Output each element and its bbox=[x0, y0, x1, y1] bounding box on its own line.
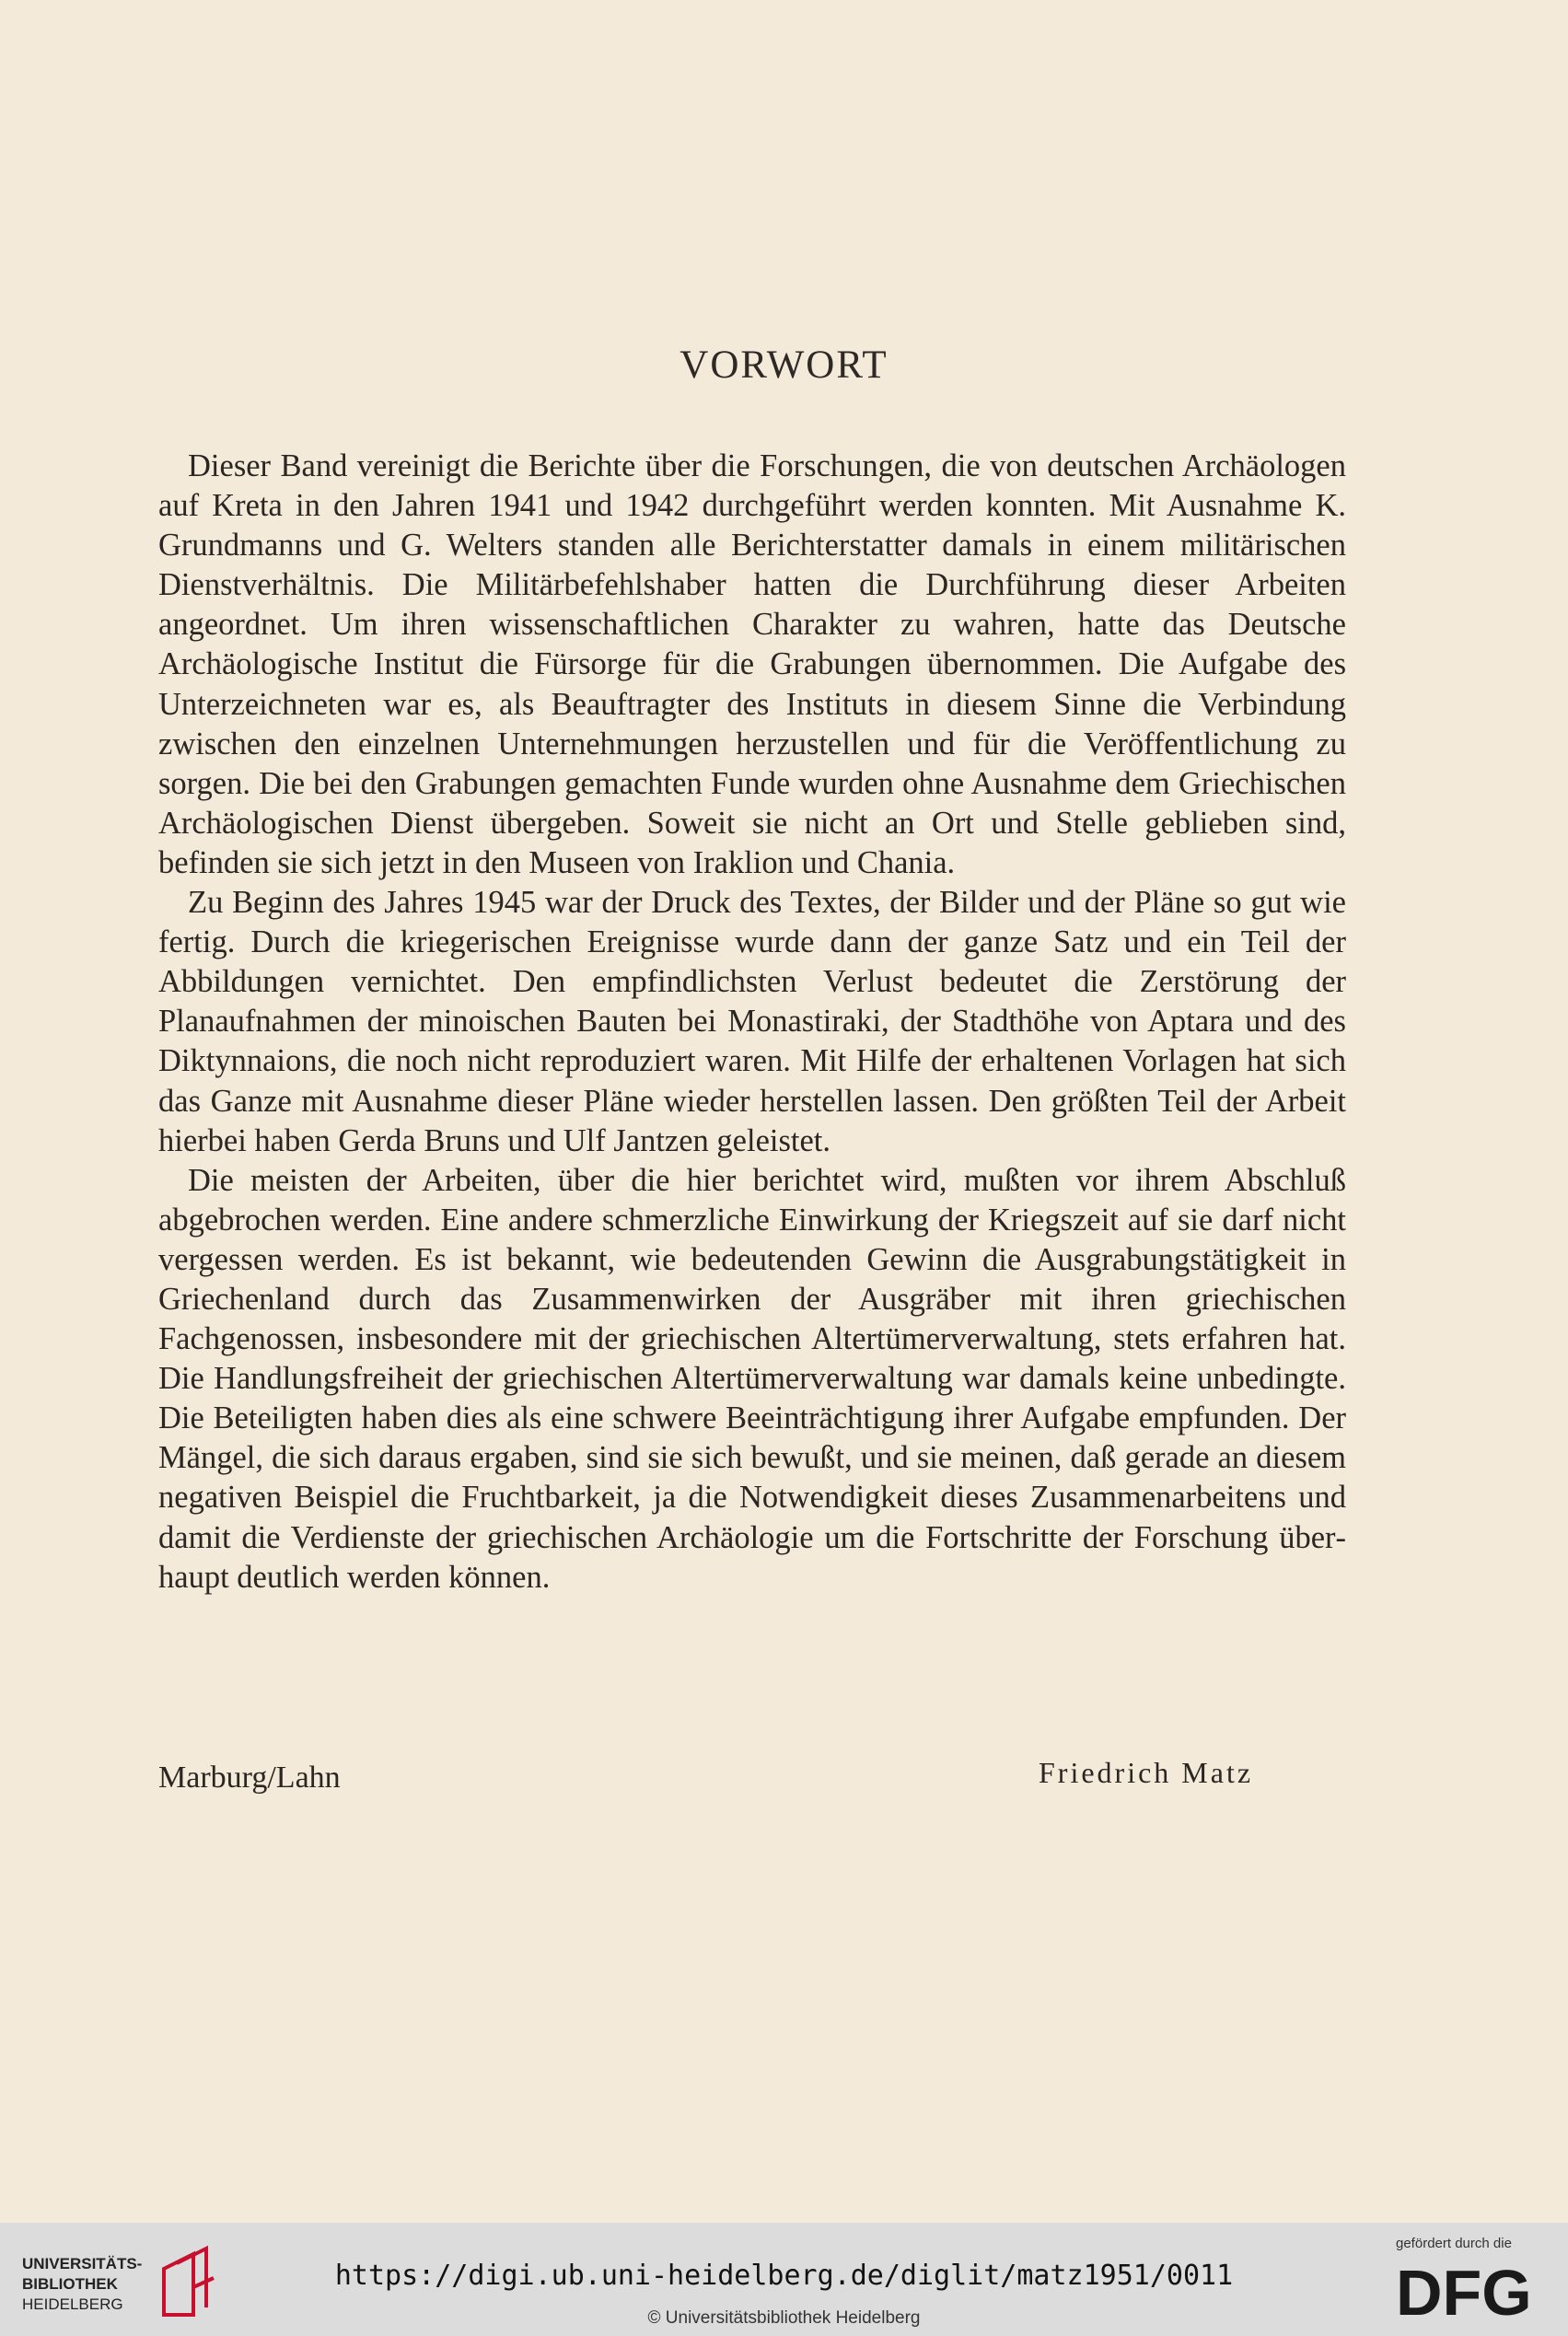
permalink-url[interactable]: https://digi.ub.uni-heidelberg.de/diglit/matz1951/0011 bbox=[334, 2260, 1234, 2292]
dfg-logo-text: DFG bbox=[1396, 2257, 1532, 2328]
library-name-line3: HEIDELBERG bbox=[22, 2295, 123, 2313]
preface-body bbox=[158, 447, 1346, 1598]
page-title: VORWORT bbox=[679, 343, 889, 387]
dfg-logo-icon bbox=[1396, 2254, 1534, 2328]
place-line: Marburg/Lahn bbox=[158, 1761, 341, 1795]
dfg-funding-label: gefördert durch die bbox=[1396, 2236, 1512, 2251]
paragraph-3: Die meisten der Arbeiten, über die hier berichtet wird, mußten vor ihrem Abschluß abgebrochen werden. Eine andere schmerzliche Einwirkung der Kriegszeit auf sie darf nicht vergessen werden. Es ist bekannt, wie bedeutenden Gewinn die Ausgrabungstätigkeit in Griechenland durch das Zusammenwirken der Ausgräber mit ihren griechischen Fachgenossen, insbesondere mit der griechischen Altertümerverwaltung, stets erfahren hat. Die Handlungsfreiheit der griechischen Altertümerverwaltung war damals keine unbedingte. Die Beteiligten haben dies als eine schwere Beeinträchtigung ihrer Aufgabe empfunden. Der Mängel, die sich daraus ergaben, sind sie sich bewußt, und sie meinen, daß gerade an diesem negativen Beispiel die Fruchtbarkeit, ja die Notwendigkeit dieses Zusammenarbeitens und damit die Verdienste der griechischen Archäologie um die Fortschritte der Forschung überhaupt deutlich werden können. bbox=[158, 1162, 1346, 1595]
copyright-notice: © Universitätsbibliothek Heidelberg bbox=[647, 2308, 921, 2328]
paragraph-2: Zu Beginn des Jahres 1945 war der Druck des Textes, der Bilder und der Pläne so gut wie fertig. Durch die kriegerischen Ereignisse wurde dann der ganze Satz und ein Teil der Abbildungen vernichtet. Den empfindlichsten Verlust bedeutet die Zerstörung der Planaufnahmen der minoischen Bauten bei Monastiraki, der Stadthöhe von Aptara und des Diktynnaions, die noch nicht reproduziert waren. Mit Hilfe der erhaltenen Vorlagen hat sich das Ganze mit Ausnahme dieser Pläne wieder herstellen lassen. Den größten Teil der Arbeit hierbei haben Gerda Bruns und Ulf Jantzen geleistet. bbox=[158, 885, 1346, 1158]
library-name-line1: UNIVERSITÄTS- bbox=[22, 2255, 143, 2272]
digitization-footer bbox=[0, 2223, 1568, 2336]
library-name-line2: BIBLIOTHEK bbox=[22, 2275, 118, 2293]
paragraph-1: Dieser Band vereinigt die Berichte über die Forschungen, die von deutschen Archäologen auf Kreta in den Jahren 1941 und 1942 durchgeführt werden konnten. Mit Ausnahme K. Grundmanns und G. Welters standen alle Berichterstatter damals in einem militärischen Dienstverhältnis. Die Militärbefehlshaber hatten die Durchführung dieser Arbeiten angeordnet. Um ihren wissenschaftlichen Charakter zu wahren, hatte das Deutsche Archäologische Institut die Fürsorge für die Grabungen übernommen. Die Aufgabe des Unterzeichneten war es, als Beauftragter des Instituts in diesem Sinne die Verbindung zwischen den einzelnen Unternehmungen herzustellen und für die Veröffentlichung zu sorgen. Die bei den Grabungen gemachten Funde wurden ohne Ausnahme dem Griechischen Archäologischen Dienst übergeben. Soweit sie nicht an Ort und Stelle geblieben sind, befinden sie sich jetzt in den Museen von Iraklion und Chania. bbox=[158, 448, 1346, 880]
author-signature: Friedrich Matz bbox=[1039, 1756, 1254, 1789]
